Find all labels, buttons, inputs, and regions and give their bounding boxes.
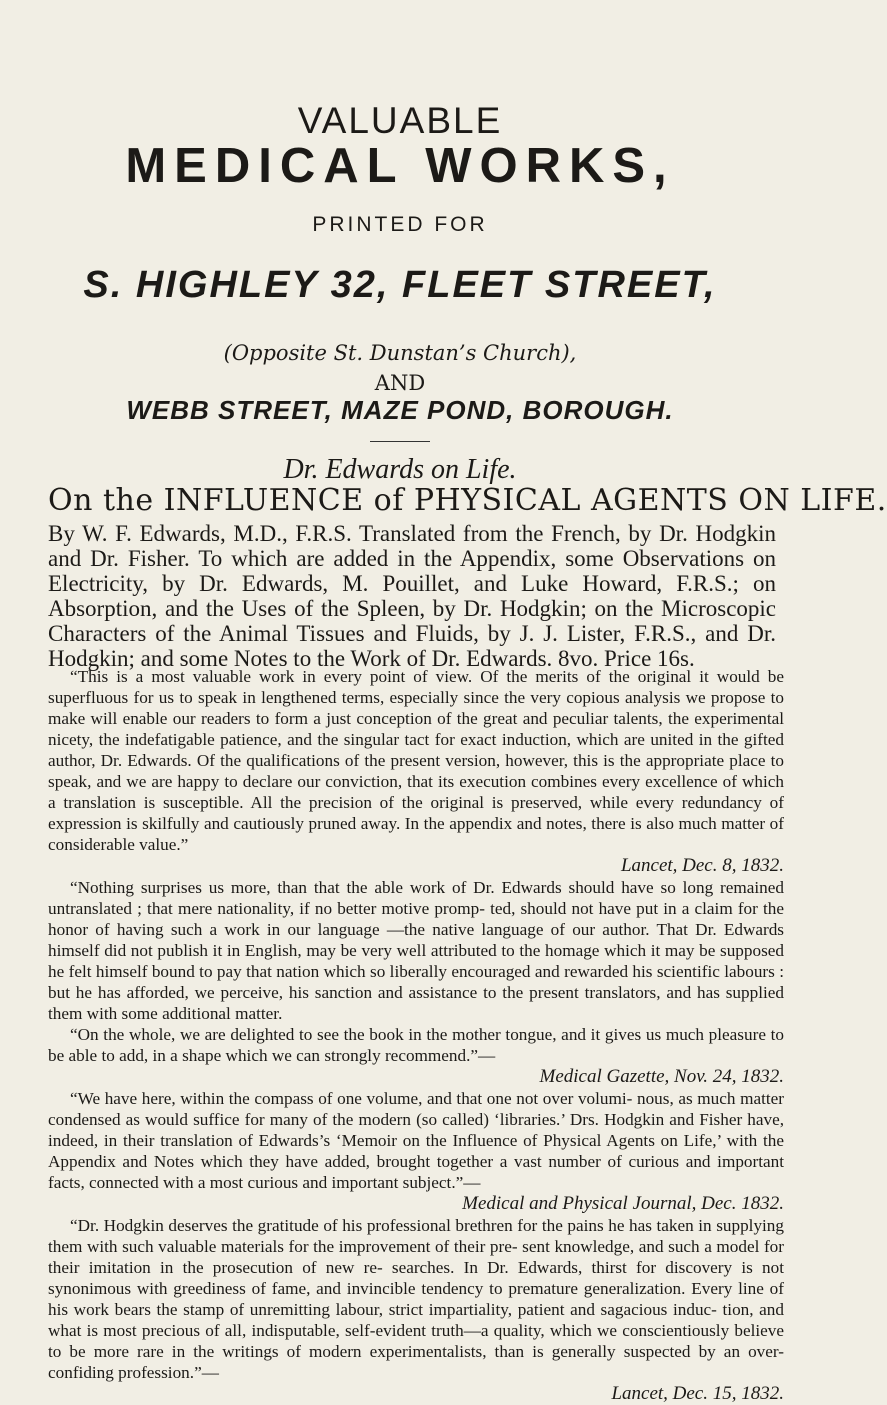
heading-medical-works: MEDICAL WORKS,: [125, 139, 675, 193]
review-text: “Dr. Hodgkin deserves the gratitude of his professional brethren for the pains he has taken in supplying them with such valuable materials for the improvement of their pre- sent knowledge, and such a model for their imitation in the prosecution of new re- searches. In Dr. Edwards, thirst for discovery is not synonimous with greediness of fame, and invincible tendency to premature generalization. Every line of his work bears the stamp of unremitting labour, strict impartiality, patient and sagacious induc- tion, and what is most precious of all, indisputable, self-evident truth—a quality, which we conscientiously believe to be more rare in the writings of modern experimentalists, than is generally suspected by an over-confiding profession.”—: [48, 1216, 784, 1382]
second-address: WEBB STREET, MAZE POND, BOROUGH.: [126, 395, 674, 425]
heading-valuable: VALUABLE: [297, 100, 503, 141]
review-source: Medical and Physical Journal, Dec. 1832.: [462, 1193, 784, 1214]
review-text: “We have here, within the compass of one volume, and that one not over volumi- nous, as much matter condensed as would suffice for many of the modern (so called) ‘libraries.’ Drs. Hodgkin and Fisher have, indeed, in their translation of Edwards’s ‘Memoir on the Influence of Physical Agents on Life,’ with the Appendix and Notes which they have added, brought together a vast number of curious and important facts, connected with a most curious and important subject.”—: [48, 1089, 784, 1192]
publisher-address: S. HIGHLEY 32, FLEET STREET,: [83, 264, 717, 306]
review-text: “This is a most valuable work in every point of view. Of the merits of the original it would be superfluous for us to speak in lengthened terms, especially since the very copious analysis we propose to make will enable our readers to form a just conception of the great and peculiar talents, the experimental nicety, the indefatigable patience, and the singular tact for exact induction, which are united in the gifted author, Dr. Edwards. Of the qualifications of the present version, however, this is the appropriate place to speak, and we are happy to declare our conviction, that its execution combines every excellence of which a translation is susceptible. All the precision of the original is preserved, while every redundancy of expression is skilfully and cautiously pruned away. In the appendix and notes, there is also much matter of considerable value.”: [48, 667, 784, 854]
review-text: “On the whole, we are delighted to see the book in the mother tongue, and it gives us much pleasure to be able to add, in a shape which we can strongly recommend.”—: [48, 1025, 784, 1065]
review-source: Lancet, Dec. 8, 1832.: [620, 855, 784, 876]
divider: [370, 441, 430, 442]
section-heading: Dr. Edwards on Life.: [283, 454, 517, 485]
review-source: Medical Gazette, Nov. 24, 1832.: [539, 1066, 784, 1087]
book-description: By W. F. Edwards, M.D., F.R.S. Translated from the French, by Dr. Hodgkin and Dr. Fisher. To which are added in the Appendix, some Observations on Electricity, by Dr. Edwards, M. Pouillet, and Luke Howard, F.R.S.; on Absorption, and the Uses of the Spleen, by Dr. Hodgkin; on the Microscopic Characters of the Animal Tissues and Fluids, by J. J. Lister, F.R.S., and Dr. Hodgkin; and some Notes to the Work of Dr. Edwards. 8vo. Price 16s.: [48, 521, 776, 671]
heading-printed-for: PRINTED FOR: [312, 213, 488, 236]
review-text: “Nothing surprises us more, than that the able work of Dr. Edwards should have so long remained untranslated ; that mere nationality, if no better motive promp- ted, should not have put in a claim for the honor of having such a work in our language —the native language of our author. That Dr. Edwards himself did not publish it in English, may be very well attributed to the homage which it may be supposed he felt himself bound to pay that nation which so liberally encouraged and rewarded his scientific labours : but he has afforded, we perceive, his sanction and assistance to the present translators, and has supplied them with some additional matter.: [48, 878, 784, 1023]
address-note: (Opposite St. Dunstan’s Church),: [223, 341, 577, 365]
address-and: AND: [374, 371, 426, 395]
reviews: [48, 666, 784, 1405]
book-title: On the INFLUENCE of PHYSICAL AGENTS ON LIFE.: [48, 483, 887, 518]
review-source: Lancet, Dec. 15, 1832.: [611, 1383, 784, 1404]
